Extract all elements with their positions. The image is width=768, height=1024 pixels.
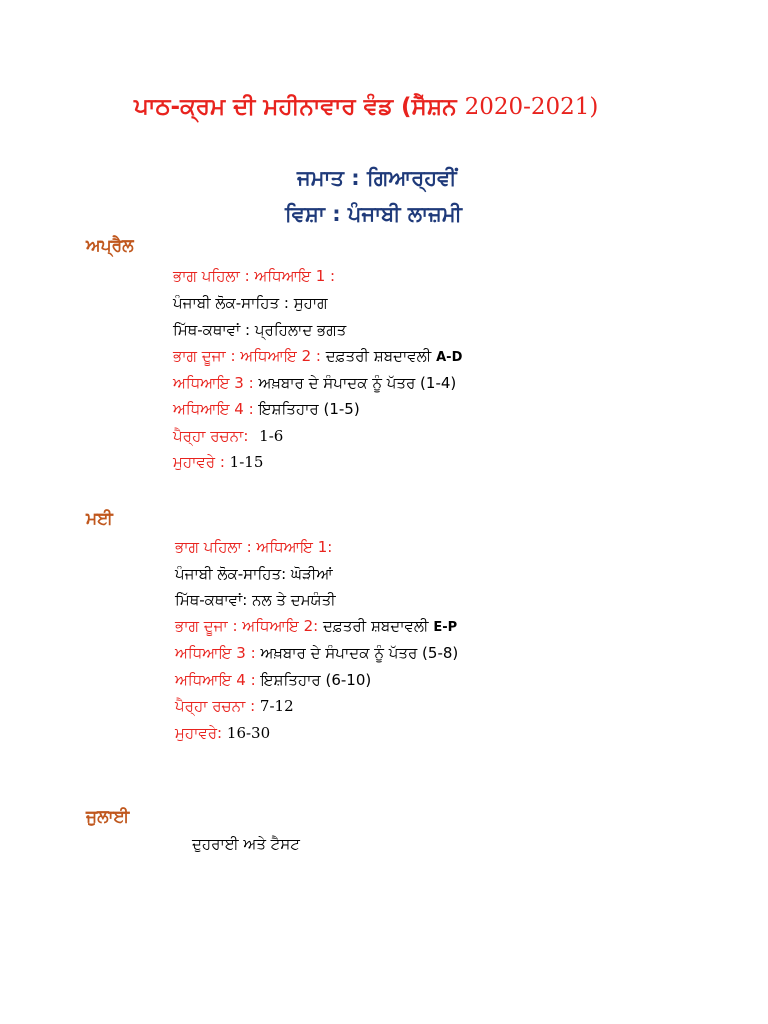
april-chapter3: ਅਧਿਆਇ 3 : ਅਖ਼ਬਾਰ ਦੇ ਸੰਪਾਦਕ ਨੂੰ ਪੱਤਰ (1-4) [173, 374, 457, 392]
subject-heading: ਵਿਸ਼ਾ : ਪੰਜਾਬੀ ਲਾਜ਼ਮੀ [285, 202, 462, 226]
april-part1-label: ਭਾਗ ਪਹਿਲਾ : ਅਧਿਆਇ 1 : [173, 267, 336, 285]
april-chapter4: ਅਧਿਆਇ 4 : ਇਸ਼ਤਿਹਾਰ (1-5) [173, 400, 360, 418]
may-myth: ਮਿੱਥ-ਕਥਾਵਾਂ: ਨਲ ਤੇ ਦਮਯੰਤੀ [175, 591, 336, 609]
may-part1-label: ਭਾਗ ਪਹਿਲਾ : ਅਧਿਆਇ 1: [175, 538, 333, 556]
july-revision: ਦੁਹਰਾਈ ਅਤੇ ਟੈਸਟ [192, 835, 300, 853]
may-paragraph: ਪੈਰ੍ਹਾ ਰਚਨਾ : 7-12 [175, 697, 294, 715]
month-may: ਮਈ [86, 509, 113, 529]
april-paragraph: ਪੈਰ੍ਹਾ ਰਚਨਾ: 1-6 [173, 427, 284, 445]
april-myth: ਮਿੱਥ-ਕਥਾਵਾਂ : ਪ੍ਰਹਿਲਾਦ ਭਗਤ [173, 321, 347, 339]
april-idioms: ਮੁਹਾਵਰੇ : 1-15 [173, 453, 264, 471]
month-july: ਜੁਲਾਈ [86, 807, 130, 827]
may-chapter4: ਅਧਿਆਇ 4 : ਇਸ਼ਤਿਹਾਰ (6-10) [175, 671, 372, 689]
month-april: ਅਪ੍ਰੈਲ [86, 236, 134, 256]
may-idioms: ਮੁਹਾਵਰੇ: 16-30 [175, 724, 271, 742]
class-heading: ਜਮਾਤ : ਗਿਆਰ੍ਹਵੀਂ [297, 166, 457, 190]
may-chapter3: ਅਧਿਆਇ 3 : ਅਖ਼ਬਾਰ ਦੇ ਸੰਪਾਦਕ ਨੂੰ ਪੱਤਰ (5-8) [175, 644, 459, 662]
april-folk-literature: ਪੰਜਾਬੀ ਲੋਕ-ਸਾਹਿਤ : ਸੁਹਾਗ [173, 294, 328, 312]
page-title: ਪਾਠ-ਕ੍ਰਮ ਦੀ ਮਹੀਨਾਵਾਰ ਵੰਡ (ਸੈੱਸ਼ਨ 2020-2021) [134, 94, 599, 120]
may-part2: ਭਾਗ ਦੂਜਾ : ਅਧਿਆਇ 2: ਦਫ਼ਤਰੀ ਸ਼ਬਦਾਵਲੀ E-P [175, 617, 458, 635]
april-part2: ਭਾਗ ਦੂਜਾ : ਅਧਿਆਇ 2 : ਦਫ਼ਤਰੀ ਸ਼ਬਦਾਵਲੀ A-D [173, 347, 463, 365]
may-folk-literature: ਪੰਜਾਬੀ ਲੋਕ-ਸਾਹਿਤ: ਘੋੜੀਆਂ [175, 565, 333, 583]
